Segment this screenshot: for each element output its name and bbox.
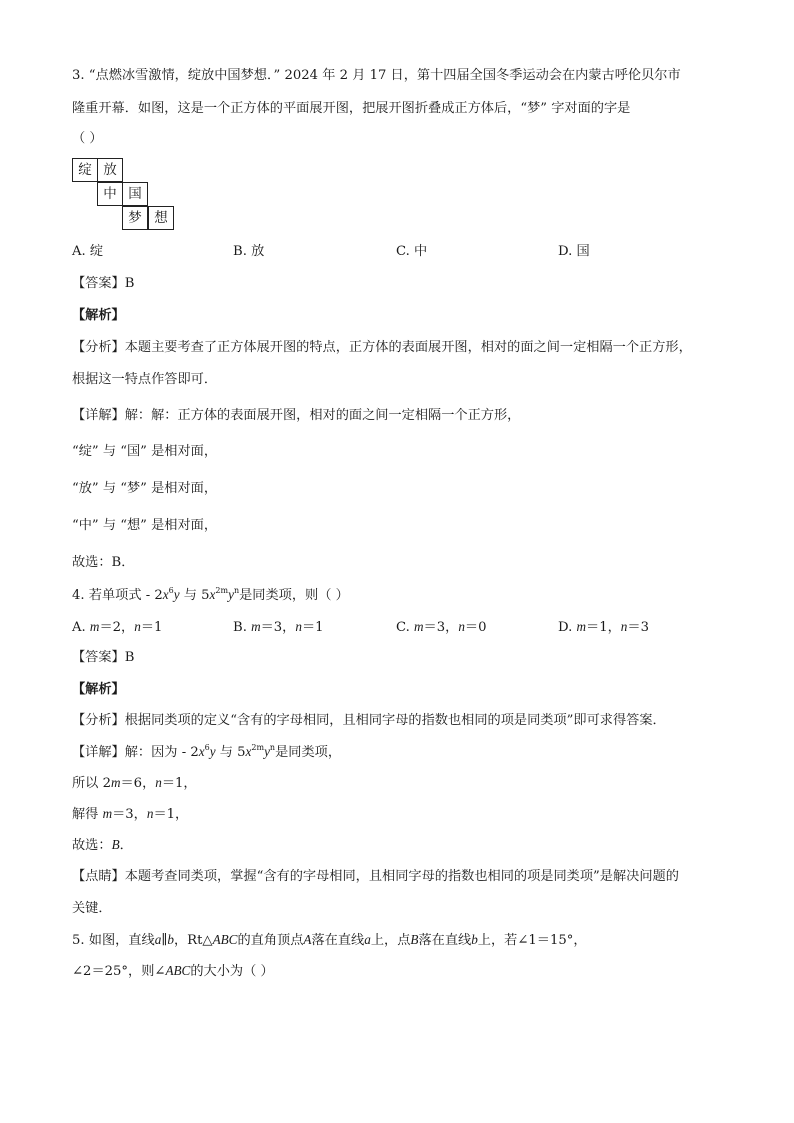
q3-analysis-line1: 【分析】本题主要考查了正方体展开图的特点，正方体的表面展开图，相对的面之间一定相隔一个正方形， (72, 340, 692, 355)
cube-net-figure (72, 157, 182, 237)
net-cell: 放 (97, 158, 123, 182)
net-cell: 梦 (122, 206, 148, 230)
q4-stem (72, 585, 349, 606)
q4-analysis-heading: 【解析】 (72, 682, 125, 697)
q3-pair-3: “中” 与 “想” 是相对面， (72, 518, 218, 533)
option-b: B. 放 (233, 244, 265, 259)
var-x: x (209, 587, 216, 602)
q4-solve: 解得 m＝3，n＝1， (72, 806, 189, 822)
q4-remark-line1: 【点睛】本题考查同类项，掌握“含有的字母相同，且相同字母的指数也相同的项是同类项”是解决问题的 (72, 869, 679, 884)
option-d: D. 国 (558, 244, 590, 259)
q4-choice: 故选：B． (72, 837, 133, 853)
q3-detail: 【详解】解：解：正方体的表面展开图，相对的面之间一定相隔一个正方形， (72, 408, 521, 423)
q3-answer: 【答案】B (72, 276, 135, 291)
net-cell: 国 (122, 182, 148, 206)
q3-options (72, 242, 732, 262)
option-d: D. m＝1，n＝3 (558, 619, 649, 635)
q4-stem-suffix: 是同类项，则（ ） (239, 588, 349, 603)
q4-stem-prefix: 4. 若单项式 - 2 (72, 588, 163, 603)
q4-analysis: 【分析】根据同类项的定义“含有的字母相同，且相同字母的指数也相同的项是同类项”即可求得答案． (72, 713, 666, 728)
option-c: C. m＝3，n＝0 (396, 619, 487, 635)
q4-detail: 【详解】解：因为 - $2x^6y$ 与 $5x^{2m}y^n$是同类项， (72, 743, 342, 760)
net-cell: 想 (148, 206, 174, 230)
q5-stem-line2: ∠2＝25°，则∠ABC的大小为（ ） (72, 963, 274, 979)
exponent: 2m (215, 586, 229, 595)
q4-so: 所以 2m＝6，n＝1， (72, 775, 197, 791)
var-x: x (162, 587, 169, 602)
var-y: y (173, 587, 180, 602)
q3-choice: 故选：B． (72, 555, 135, 570)
q3-analysis-heading: 【解析】 (72, 308, 125, 323)
q5-stem-line1: 5. 如图，直线a∥b，Rt△ABC的直角顶点A落在直线a上，点B落在直线b上，若∠1＝15°， (72, 932, 587, 948)
q4-answer: 【答案】B (72, 650, 135, 665)
q4-remark-line2: 关键． (72, 901, 112, 916)
q4-options (72, 617, 732, 637)
net-cell: 绽 (72, 158, 98, 182)
var-y: y (228, 587, 234, 602)
q3-stem-blank: （ ） (72, 131, 103, 146)
q3-pair-2: “放” 与 “梦” 是相对面， (72, 481, 218, 496)
exponent: 6 (168, 586, 174, 595)
q3-pair-1: “绽” 与 “国” 是相对面， (72, 444, 218, 459)
q3-analysis-line2: 根据这一特点作答即可． (72, 372, 218, 387)
q4-stem-mid: 与 5 (179, 588, 210, 603)
option-a: A. m＝2，n＝1 (72, 619, 163, 635)
exponent: n (233, 586, 240, 595)
q3-stem-line2: 隆重开幕．如图，这是一个正方体的平面展开图，把展开图折叠成正方体后，“梦” 字对面的字是 (72, 101, 631, 116)
option-c: C. 中 (396, 244, 428, 259)
option-a: A. 绽 (72, 244, 104, 259)
option-b: B. m＝3，n＝1 (233, 619, 324, 635)
net-cell: 中 (97, 182, 123, 206)
q3-stem-line1: 3. “点燃冰雪激情，绽放中国梦想．” 2024 年 2 月 17 日，第十四届全国冬季运动会在内蒙古呼伦贝尔市 (72, 68, 681, 83)
